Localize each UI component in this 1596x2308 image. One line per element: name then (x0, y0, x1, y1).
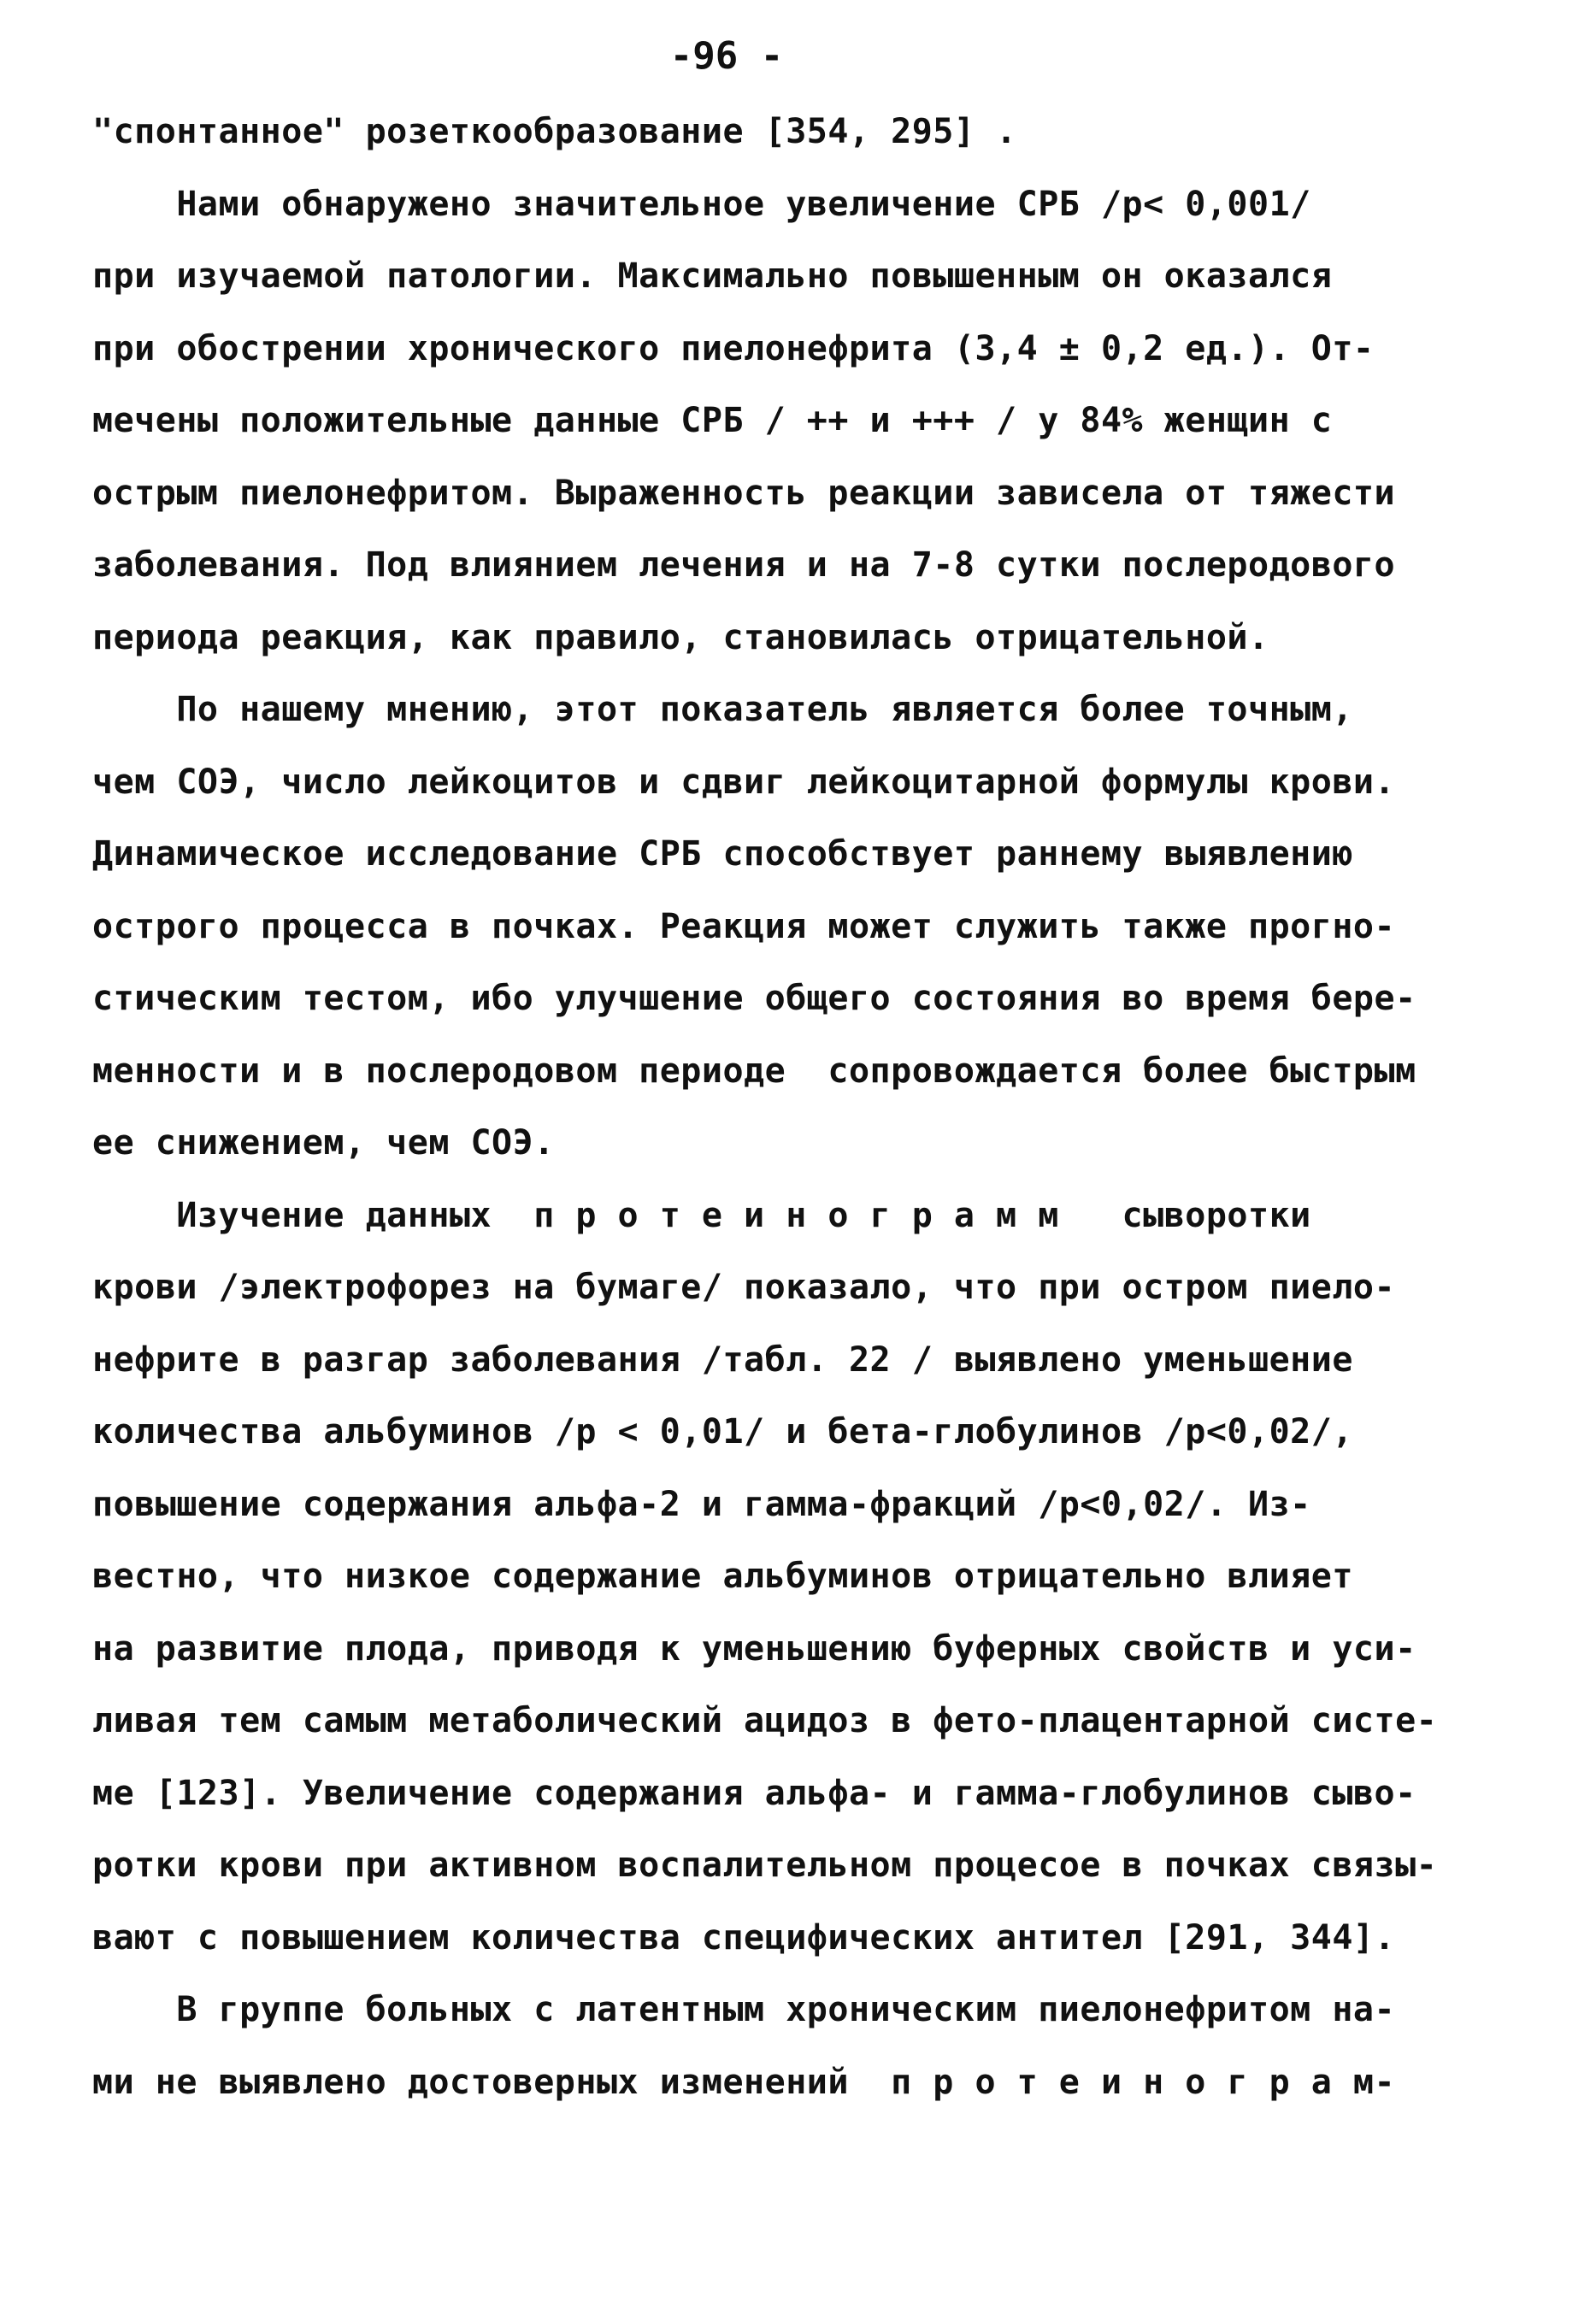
text-line: менности и в послеродовом периоде сопровождается более быстрым (92, 1051, 1416, 1091)
text-line: По нашему мнению, этот показатель является более точным, (92, 690, 1353, 729)
text-line: острым пиелонефритом. Выраженность реакции зависела от тяжести (92, 473, 1396, 513)
text-line: повышение содержания альфа-2 и гамма-фракций /р<0,02/. Из- (92, 1484, 1311, 1524)
text-line: периода реакция, как правило, становилась отрицательной. (92, 617, 1269, 657)
text-line: на развитие плода, приводя к уменьшению буферных свойств и уси- (92, 1628, 1416, 1669)
text-line: при изучаемой патологии. Максимально повышенным он оказался (92, 256, 1333, 296)
text-line: мечены положительные данные СРБ / ++ и +++ / у 84% женщин с (92, 401, 1333, 440)
text-line: чем СОЭ, число лейкоцитов и сдвиг лейкоцитарной формулы крови. (92, 762, 1396, 802)
text-line: ме [123]. Увеличение содержания альфа- и гамма-глобулинов сыво- (92, 1773, 1416, 1813)
text-line: "спонтанное" розеткообразование [354, 295] . (92, 112, 1017, 151)
text-line: заболевания. Под влиянием лечения и на 7-8 сутки послеродового (92, 545, 1396, 585)
body-text (92, 96, 1511, 2118)
text-line: вестно, что низкое содержание альбуминов отрицательно влияет (92, 1557, 1353, 1596)
text-line: ее снижением, чем СОЭ. (92, 1123, 555, 1163)
text-line: Изучение данных п р о т е и н о г р а м м сыворотки (92, 1195, 1311, 1235)
text-line: ливая тем самым метаболический ацидоз в фето-плацентарной систе- (92, 1701, 1438, 1740)
text-line: стическим тестом, ибо улучшение общего состояния во время бере- (92, 979, 1416, 1018)
text-line: нефрите в разгар заболевания /табл. 22 / выявлено уменьшение (92, 1339, 1353, 1380)
text-line: Динамическое исследование СРБ способствует раннему выявлению (92, 834, 1353, 874)
text-line: при обострении хронического пиелонефрита (3,4 ± 0,2 ед.). От- (92, 328, 1375, 368)
text-line: острого процесса в почках. Реакция может служить также прогно- (92, 906, 1396, 946)
text-line: ми не выявлено достоверных изменений п р о т е и н о г р а м- (92, 2062, 1396, 2102)
text-line: Нами обнаружено значительное увеличение СРБ /р< 0,001/ (92, 184, 1311, 224)
text-line: вают с повышением количества специфических антител [291, 344]. (92, 1917, 1396, 1958)
text-line: количества альбуминов /р < 0,01/ и бета-глобулинов /р<0,02/, (92, 1412, 1353, 1451)
text-line: ротки крови при активном воспалительном процесое в почках связы- (92, 1846, 1438, 1885)
page-number: -96 - (669, 34, 784, 78)
text-line: крови /электрофорез на бумаге/ показало, что при остром пиело- (92, 1268, 1396, 1307)
text-line: В группе больных с латентным хроническим пиелонефритом на- (92, 1990, 1396, 2029)
